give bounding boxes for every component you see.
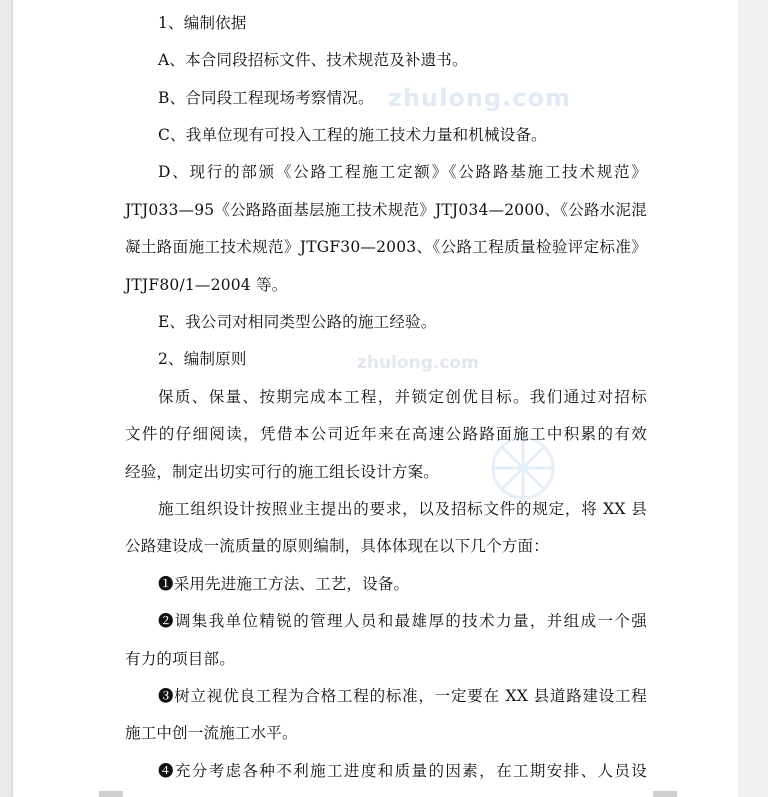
principle-item-3-line2: 施工中创一流施工水平。 [125, 724, 298, 742]
basis-item-e: E、我公司对相同类型公路的施工经验。 [158, 313, 437, 331]
principle-item-2: ➋调集我单位精锐的管理人员和最雄厚的技术力量，并组成一个强 [158, 612, 647, 630]
principles-para1-line1: 保质、保量、按期完成本工程，并锁定创优目标。我们通过对招标 [158, 388, 647, 406]
heading-basis: 1、编制依据 [158, 14, 247, 32]
viewer-scroll-area[interactable] [738, 0, 768, 797]
basis-item-d: D、现行的部颁《公路工程施工定额》《公路路基施工技术规范》 [158, 163, 647, 181]
document-page [13, 0, 738, 797]
basis-item-c: C、我单位现有可投入工程的施工技术力量和机械设备。 [158, 126, 547, 144]
principle-item-2-line2: 有力的项目部。 [125, 650, 235, 668]
heading-principles: 2、编制原则 [158, 350, 247, 368]
principles-para1-line3: 经验，制定出切实可行的施工组长设计方案。 [125, 463, 440, 481]
principle-item-3: ➌树立视优良工程为合格工程的标准，一定要在 XX 县道路建设工程 [158, 687, 647, 705]
basis-item-b: B、合同段工程现场考察情况。 [158, 89, 374, 107]
principle-item-1: ➊采用先进施工方法、工艺，设备。 [158, 575, 410, 593]
principles-para2-line1: 施工组织设计按照业主提出的要求，以及招标文件的规定，将 XX 县 [158, 500, 647, 518]
watermark-top: zhulong.com [388, 84, 571, 112]
basis-item-a: A、本合同段招标文件、技术规范及补遗书。 [158, 51, 468, 69]
basis-item-d-line3: 凝土路面施工技术规范》JTGF30—2003、《公路工程质量检验评定标准》 [125, 238, 647, 256]
page-content [13, 0, 738, 797]
page-corner-mark-right [653, 791, 677, 797]
watermark-mid: zhulong.com [357, 353, 479, 373]
principles-para1-line2: 文件的仔细阅读，凭借本公司近年来在高速公路路面施工中积累的有效 [125, 425, 647, 443]
principle-item-4: ➍充分考虑各种不利施工进度和质量的因素，在工期安排、人员设 [158, 762, 647, 780]
basis-item-d-line4: JTJF80/1—2004 等。 [125, 276, 288, 294]
page-corner-mark-left [99, 791, 123, 797]
principles-para2-line2: 公路建设成一流质量的原则编制，具体体现在以下几个方面： [125, 537, 549, 555]
basis-item-d-line2: JTJ033—95《公路路面基层施工技术规范》JTJ034—2000、《公路水泥混 [125, 201, 647, 219]
